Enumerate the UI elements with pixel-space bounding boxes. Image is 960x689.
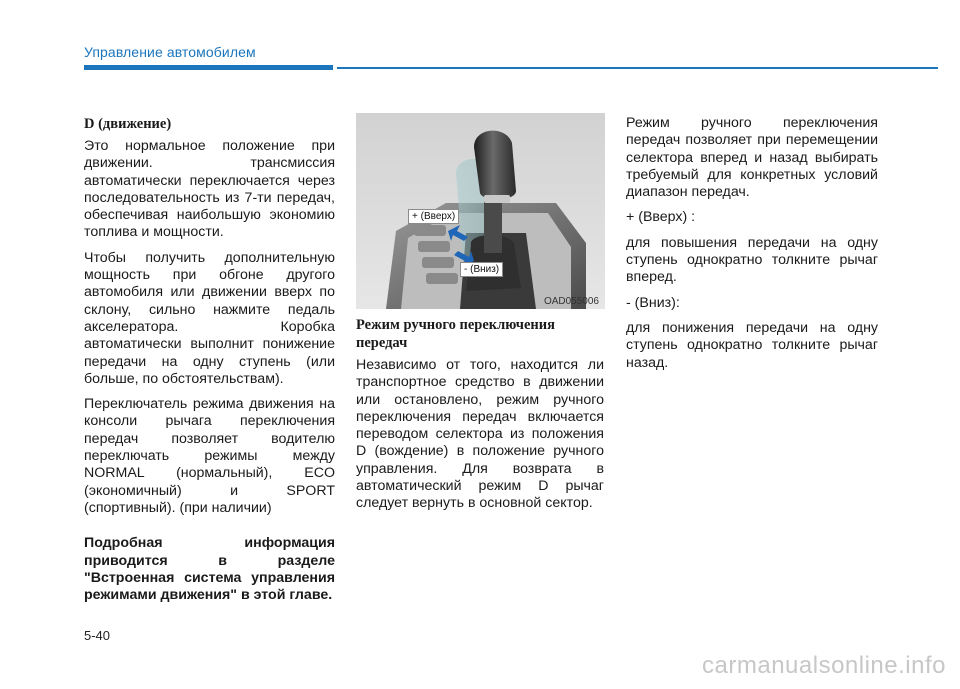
manual-mode-heading: Режим ручного переключения передач [356, 317, 555, 351]
drive-paragraph-3: Переключатель режима движения на консоли рычага переключения передач позволяет водителю переключать режимы между NORMAL (нормальный), ECO (экономичный) и SPORT (спортивный). (при наличии) [84, 396, 335, 516]
drive-paragraph-2: Чтобы получить дополнительную мощность при обгоне другого автомобиля или движении вверх по склону, сильно нажмите педаль акселератора. Коробка автоматически выполнит понижение передачи на одну ступень (или больше, по обстоятельствам). [84, 249, 335, 387]
header-rule-thin [337, 67, 938, 69]
figure-code: OAD055006 [543, 296, 599, 307]
drive-note: Подробная информация приводится в разделе "Встроенная система управления режимами движения" в этой главе. [84, 535, 335, 604]
gear-shifter-figure [356, 113, 605, 309]
shift-down-label: - (Вниз) [460, 262, 503, 277]
column-3 [626, 115, 878, 380]
shift-up-label: + (Вверх) [408, 209, 459, 224]
column-2 [356, 316, 604, 521]
header-rule-thick [84, 65, 333, 70]
column-1 [84, 115, 335, 612]
shift-down-text: для понижения передачи на одну ступень однократно толкните рычаг назад. [626, 319, 878, 371]
gear-shifter-illustration [356, 113, 605, 309]
drive-heading: D (движение) [84, 116, 172, 132]
shift-down-title: - (Вниз): [626, 294, 680, 311]
manual-mode-paragraph: Независимо от того, находится ли транспортное средство в движении или остановлено, режим ручного переключения передач включается переводом селектора из положения D (вождение) в положение ручного управления. Для возврата в автоматический режим D рычаг следует вернуть в основной сектор. [356, 357, 604, 512]
watermark: carmanualsonline.info [702, 652, 946, 679]
shift-up-title: + (Вверх) : [626, 209, 696, 226]
drive-paragraph-1: Это нормальное положение при движении. трансмиссия автоматически переключается через последовательность из 7-ти передач, обеспечивая наибольшую экономию топлива и мощности. [84, 138, 335, 241]
shift-up-text: для повышения передачи на одну ступень однократно толкните рычаг вперед. [626, 234, 878, 286]
manual-mode-description: Режим ручного переключения передач позволяет при перемещении селектора вперед и назад выбирать требуемый для конкретных условий диапазон передач. [626, 115, 878, 201]
section-title: Управление автомобилем [84, 44, 256, 60]
page-number: 5-40 [84, 628, 111, 643]
